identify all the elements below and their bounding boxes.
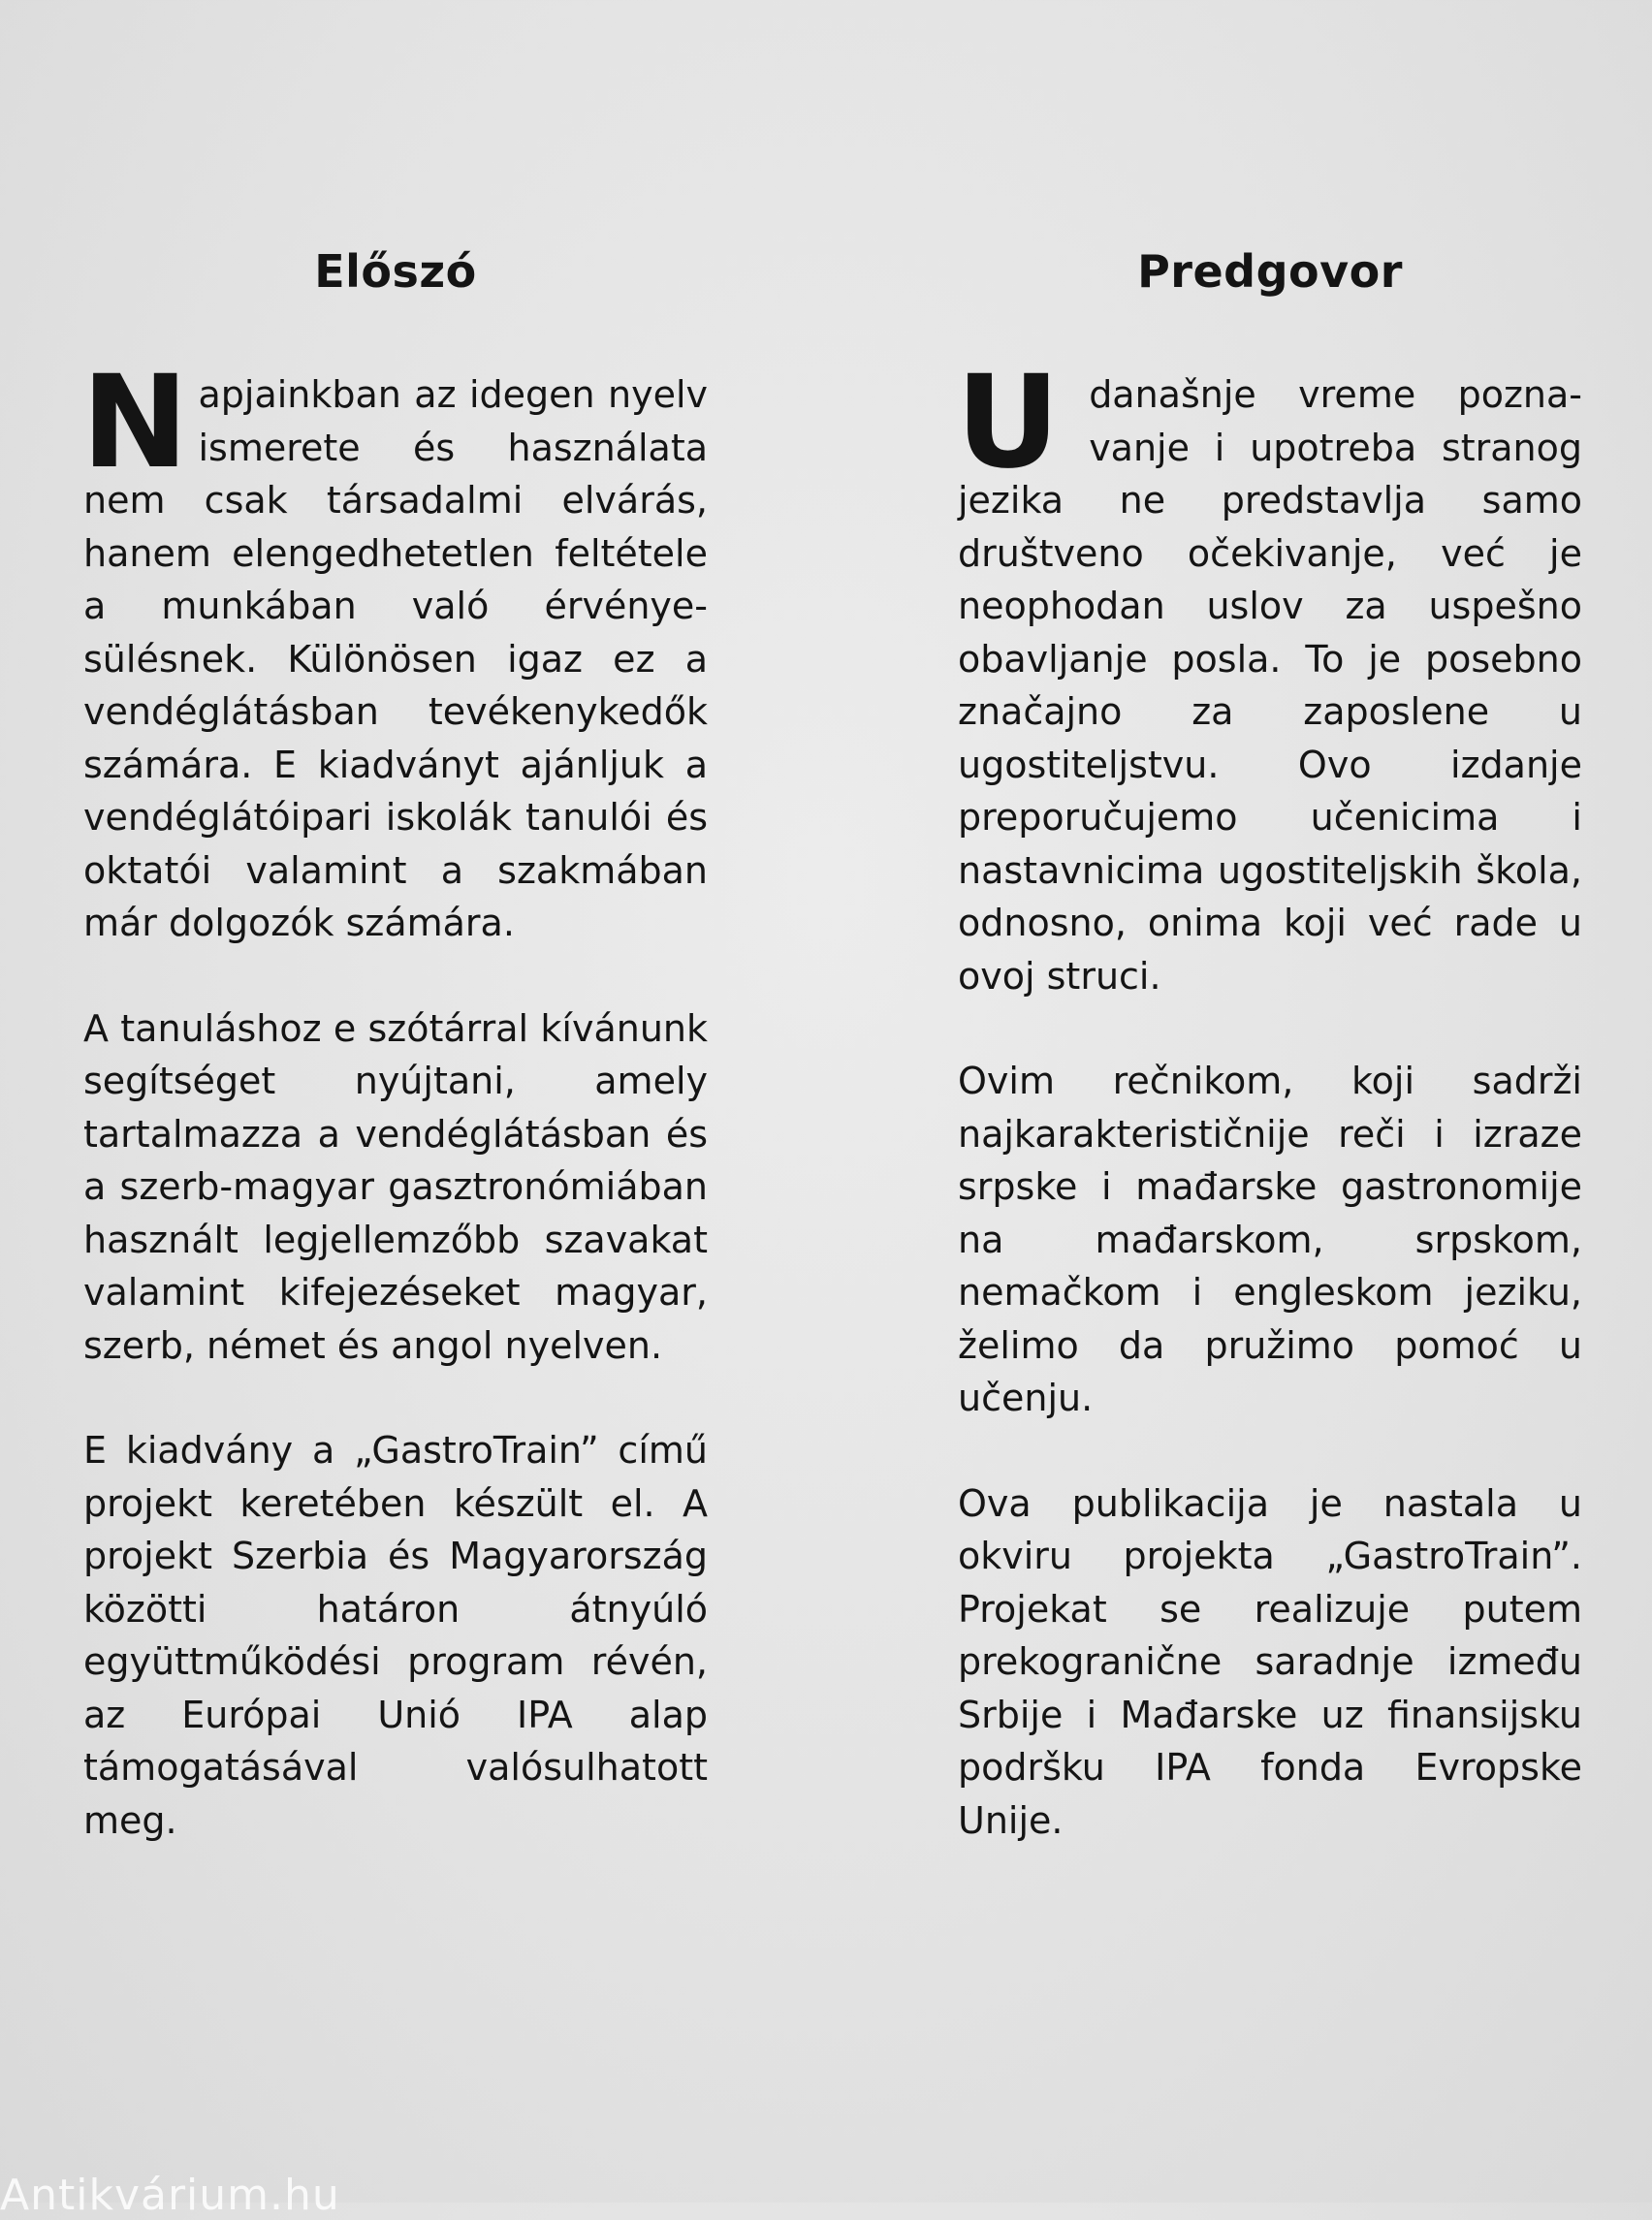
serbian-column <box>958 242 1582 1899</box>
serbian-dropcap: U <box>956 348 1061 497</box>
serbian-paragraph-1 <box>956 348 1582 1002</box>
hungarian-title: Előszó <box>314 245 477 298</box>
hungarian-paragraph-2: A tanuláshoz e szótárral kívánunk segítséget nyújtani, amely tartalmazza a vendéglátásban és a szerb-magyar gasztronómiában használt legjellemzőbb szavakat valamint kifejezéseket magyar, szerb, német és angol nyelven. <box>83 1006 708 1367</box>
hungarian-paragraph-1 <box>81 348 708 950</box>
serbian-paragraph-2: Ovim rečnikom, koji sadrži najkarakterističnije reči i izraze srpske i mađarske gastronomije na mađarskom, srpskom, nemačkom i engleskom jeziku, želimo da pružimo pomoć u učenju. <box>958 1060 1582 1419</box>
hungarian-paragraph-3: E kiadvány a „GastroTrain” című projekt keretében készült el. A projekt Szerbia és Magyarország közötti határon átnyúló együttműködési program révén, az Európai Unió IPA alap támogatásával valósulhatott meg. <box>83 1429 708 1842</box>
serbian-paragraph-1-text: današnje vreme poznavanje i upotreba stranog jezika ne predstavlja samo društveno očekivanje, već je neophodan uslov za uspešno obavljanje posla. To je posebno značajno za zaposlene u ugostiteljstvu. Ovo izdanje preporučujemo učenicima i nastavnicima ugostiteljskih škola, odnosno, onima koji već rade u ovoj struci. <box>958 373 1582 998</box>
hungarian-paragraph-1-text: apjainkban az idegen nyelv ismerete és használata nem csak társadalmi elvárás, hanem elengedhetetlen feltétele a munkában való érvényesülésnek. Különösen igaz ez a vendéglátásban tevékenykedők számára. E kiadványt ajánljuk a vendéglátóipari iskolák tanulói és oktatói valamint a szakmában már dolgozók számára. <box>83 373 708 944</box>
hungarian-column <box>83 242 708 1899</box>
serbian-paragraph-3: Ova publikacija je nastala u okviru projekta „GastroTrain”. Projekat se realizuje putem prekogranične saradnje između Srbije i Mađarske uz finansijsku podršku IPA fonda Evropske Unije. <box>958 1481 1582 1842</box>
watermark: Antikvárium.hu <box>0 2171 340 2220</box>
serbian-title: Predgovor <box>1137 245 1403 298</box>
hungarian-dropcap: N <box>81 348 189 497</box>
